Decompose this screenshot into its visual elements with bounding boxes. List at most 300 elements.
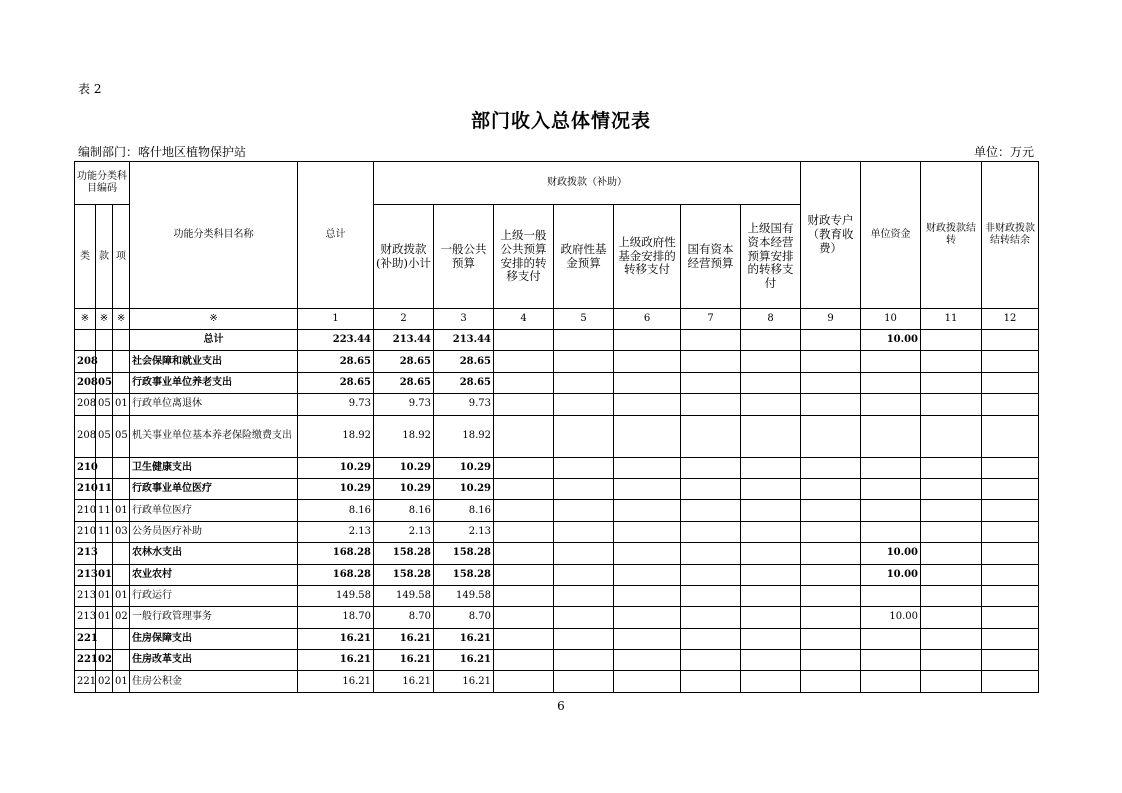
upper-fund-value [614, 457, 681, 478]
carryover-value [921, 585, 982, 606]
fiscal-subtotal-value: 8.16 [374, 500, 434, 521]
gov-fund-value [554, 564, 614, 585]
nonfiscal-value [982, 521, 1039, 542]
col-index: 8 [741, 309, 801, 330]
upper-state-value [741, 607, 801, 628]
header-nonfiscal: 非财政拨款结转结余 [982, 162, 1039, 309]
table-row [75, 650, 1039, 671]
upper-fund-value [614, 351, 681, 372]
special-value [801, 543, 861, 564]
code-kuan: 11 [96, 500, 113, 521]
code-kuan: 11 [96, 521, 113, 542]
upper-general-value [494, 500, 554, 521]
code-kuan: 02 [96, 671, 113, 692]
code-kuan: 01 [96, 585, 113, 606]
fiscal-subtotal-value: 10.29 [374, 478, 434, 499]
nonfiscal-value [982, 628, 1039, 649]
code-xiang [113, 351, 130, 372]
code-xiang [113, 564, 130, 585]
state-capital-value [681, 564, 741, 585]
table-row [75, 372, 1039, 393]
item-name: 行政事业单位养老支出 [130, 372, 298, 393]
fiscal-subtotal-value: 9.73 [374, 394, 434, 415]
upper-fund-value [614, 585, 681, 606]
code-kuan: 02 [96, 650, 113, 671]
gov-fund-value [554, 394, 614, 415]
fiscal-subtotal-value: 149.58 [374, 585, 434, 606]
general-budget-value: 16.21 [434, 671, 494, 692]
nonfiscal-value [982, 585, 1039, 606]
item-name: 总计 [130, 330, 298, 351]
special-value [801, 564, 861, 585]
header-fiscal-subtotal: 财政拨款(补助)小计 [374, 205, 434, 309]
general-budget-value: 158.28 [434, 564, 494, 585]
header-state-capital: 国有资本经营预算 [681, 205, 741, 309]
code-kuan: 01 [96, 607, 113, 628]
special-value [801, 478, 861, 499]
table-row [75, 564, 1039, 585]
state-capital-value [681, 478, 741, 499]
table-row [75, 521, 1039, 542]
fiscal-subtotal-value: 10.29 [374, 457, 434, 478]
item-name: 机关事业单位基本养老保险缴费支出 [130, 415, 298, 457]
upper-fund-value [614, 330, 681, 351]
upper-state-value [741, 585, 801, 606]
header-upper-general: 上级一般公共预算安排的转移支付 [494, 205, 554, 309]
total-value: 16.21 [298, 650, 374, 671]
header-xiang: 项 [113, 205, 130, 309]
state-capital-value [681, 500, 741, 521]
code-kuan: 05 [96, 394, 113, 415]
upper-general-value [494, 330, 554, 351]
mark-cell: ※ [96, 309, 113, 330]
gov-fund-value [554, 372, 614, 393]
table-row [75, 330, 1039, 351]
code-lei: 208 [75, 415, 96, 457]
col-index: 3 [434, 309, 494, 330]
unit-fund-value [861, 415, 921, 457]
upper-state-value [741, 671, 801, 692]
header-gov-fund: 政府性基金预算 [554, 205, 614, 309]
gov-fund-value [554, 671, 614, 692]
upper-fund-value [614, 543, 681, 564]
special-value [801, 671, 861, 692]
header-index-row [75, 309, 1039, 330]
nonfiscal-value [982, 330, 1039, 351]
gov-fund-value [554, 351, 614, 372]
table-row [75, 671, 1039, 692]
state-capital-value [681, 585, 741, 606]
document-title: 部门收入总体情况表 [470, 110, 651, 132]
upper-state-value [741, 500, 801, 521]
col-index: 4 [494, 309, 554, 330]
upper-fund-value [614, 372, 681, 393]
upper-state-value [741, 650, 801, 671]
carryover-value [921, 671, 982, 692]
table-row [75, 351, 1039, 372]
general-budget-value: 149.58 [434, 585, 494, 606]
item-name: 公务员医疗补助 [130, 521, 298, 542]
fiscal-subtotal-value: 2.13 [374, 521, 434, 542]
general-budget-value: 2.13 [434, 521, 494, 542]
code-kuan: 01 [96, 564, 113, 585]
state-capital-value [681, 394, 741, 415]
unit-fund-value [861, 351, 921, 372]
upper-state-value [741, 330, 801, 351]
col-index: 11 [921, 309, 982, 330]
table-row [75, 478, 1039, 499]
upper-fund-value [614, 607, 681, 628]
total-value: 149.58 [298, 585, 374, 606]
upper-general-value [494, 628, 554, 649]
upper-fund-value [614, 500, 681, 521]
upper-general-value [494, 607, 554, 628]
general-budget-value: 28.65 [434, 351, 494, 372]
state-capital-value [681, 628, 741, 649]
code-kuan [96, 330, 113, 351]
code-xiang: 01 [113, 394, 130, 415]
fiscal-subtotal-value: 18.92 [374, 415, 434, 457]
upper-general-value [494, 650, 554, 671]
header-carryover: 财政拨款结转 [921, 162, 982, 309]
code-lei: 208 [75, 372, 96, 393]
nonfiscal-value [982, 564, 1039, 585]
total-value: 168.28 [298, 543, 374, 564]
unit-fund-value [861, 628, 921, 649]
upper-general-value [494, 564, 554, 585]
gov-fund-value [554, 585, 614, 606]
unit-fund-value [861, 585, 921, 606]
nonfiscal-value [982, 650, 1039, 671]
nonfiscal-value [982, 351, 1039, 372]
total-value: 223.44 [298, 330, 374, 351]
table-row [75, 543, 1039, 564]
total-value: 28.65 [298, 351, 374, 372]
code-lei: 221 [75, 671, 96, 692]
state-capital-value [681, 650, 741, 671]
col-index: 12 [982, 309, 1039, 330]
code-kuan [96, 628, 113, 649]
item-name: 住房公积金 [130, 671, 298, 692]
item-name: 农业农村 [130, 564, 298, 585]
code-xiang [113, 543, 130, 564]
unit-fund-value: 10.00 [861, 607, 921, 628]
upper-state-value [741, 478, 801, 499]
header-fiscal: 财政拨款（补助） [374, 162, 801, 205]
carryover-value [921, 351, 982, 372]
header-upper-fund: 上级政府性基金安排的转移支付 [614, 205, 681, 309]
header-kuan: 款 [96, 205, 113, 309]
nonfiscal-value [982, 607, 1039, 628]
header-row-1 [75, 162, 1039, 205]
code-xiang: 03 [113, 521, 130, 542]
carryover-value [921, 500, 982, 521]
total-value: 18.70 [298, 607, 374, 628]
fiscal-subtotal-value: 16.21 [374, 671, 434, 692]
state-capital-value [681, 521, 741, 542]
total-value: 2.13 [298, 521, 374, 542]
upper-general-value [494, 372, 554, 393]
total-value: 16.21 [298, 628, 374, 649]
item-name: 行政单位医疗 [130, 500, 298, 521]
upper-state-value [741, 394, 801, 415]
item-name: 一般行政管理事务 [130, 607, 298, 628]
general-budget-value: 10.29 [434, 478, 494, 499]
item-name: 行政运行 [130, 585, 298, 606]
code-kuan [96, 351, 113, 372]
carryover-value [921, 543, 982, 564]
code-xiang [113, 628, 130, 649]
upper-general-value [494, 478, 554, 499]
general-budget-value: 9.73 [434, 394, 494, 415]
code-xiang: 02 [113, 607, 130, 628]
col-index: 7 [681, 309, 741, 330]
gov-fund-value [554, 415, 614, 457]
code-kuan [96, 543, 113, 564]
code-xiang: 01 [113, 671, 130, 692]
code-lei: 213 [75, 585, 96, 606]
code-xiang [113, 457, 130, 478]
special-value [801, 372, 861, 393]
table-row [75, 607, 1039, 628]
total-value: 16.21 [298, 671, 374, 692]
nonfiscal-value [982, 372, 1039, 393]
upper-fund-value [614, 564, 681, 585]
gov-fund-value [554, 521, 614, 542]
special-value [801, 457, 861, 478]
fiscal-subtotal-value: 16.21 [374, 628, 434, 649]
nonfiscal-value [982, 394, 1039, 415]
code-lei: 221 [75, 650, 96, 671]
code-lei [75, 330, 96, 351]
unit-fund-value: 10.00 [861, 330, 921, 351]
header-func-name: 功能分类科目名称 [130, 162, 298, 309]
mark-cell: ※ [75, 309, 96, 330]
carryover-value [921, 415, 982, 457]
unit-fund-value: 10.00 [861, 543, 921, 564]
general-budget-value: 16.21 [434, 650, 494, 671]
unit-fund-value [861, 650, 921, 671]
page-number: 6 [557, 699, 565, 713]
special-value [801, 521, 861, 542]
code-lei: 210 [75, 478, 96, 499]
upper-fund-value [614, 521, 681, 542]
upper-state-value [741, 372, 801, 393]
fiscal-subtotal-value: 16.21 [374, 650, 434, 671]
table-row [75, 585, 1039, 606]
code-kuan: 05 [96, 415, 113, 457]
special-value [801, 585, 861, 606]
fiscal-subtotal-value: 158.28 [374, 543, 434, 564]
col-index: 1 [298, 309, 374, 330]
gov-fund-value [554, 500, 614, 521]
state-capital-value [681, 543, 741, 564]
gov-fund-value [554, 543, 614, 564]
unit-fund-value: 10.00 [861, 564, 921, 585]
general-budget-value: 18.92 [434, 415, 494, 457]
fiscal-subtotal-value: 28.65 [374, 351, 434, 372]
carryover-value [921, 372, 982, 393]
special-value [801, 330, 861, 351]
table-row [75, 394, 1039, 415]
upper-general-value [494, 671, 554, 692]
item-name: 农林水支出 [130, 543, 298, 564]
code-lei: 210 [75, 457, 96, 478]
code-lei: 210 [75, 500, 96, 521]
col-index: 5 [554, 309, 614, 330]
code-lei: 213 [75, 564, 96, 585]
total-value: 9.73 [298, 394, 374, 415]
upper-fund-value [614, 478, 681, 499]
total-value: 168.28 [298, 564, 374, 585]
carryover-value [921, 394, 982, 415]
code-xiang [113, 478, 130, 499]
item-name: 行政事业单位医疗 [130, 478, 298, 499]
gov-fund-value [554, 478, 614, 499]
special-value [801, 650, 861, 671]
upper-general-value [494, 585, 554, 606]
carryover-value [921, 330, 982, 351]
carryover-value [921, 607, 982, 628]
special-value [801, 351, 861, 372]
upper-fund-value [614, 671, 681, 692]
upper-fund-value [614, 394, 681, 415]
total-value: 10.29 [298, 478, 374, 499]
compiling-department: 编制部门：喀什地区植物保护站 [78, 145, 247, 159]
item-name: 行政单位离退休 [130, 394, 298, 415]
nonfiscal-value [982, 671, 1039, 692]
unit-label: 单位：万元 [973, 145, 1034, 159]
general-budget-value: 213.44 [434, 330, 494, 351]
code-xiang [113, 372, 130, 393]
gov-fund-value [554, 330, 614, 351]
carryover-value [921, 521, 982, 542]
header-special: 财政专户（教育收费） [801, 162, 861, 309]
code-xiang: 01 [113, 500, 130, 521]
nonfiscal-value [982, 500, 1039, 521]
table-number: 表 2 [78, 82, 102, 96]
upper-state-value [741, 543, 801, 564]
item-name: 住房保障支出 [130, 628, 298, 649]
code-lei: 213 [75, 607, 96, 628]
code-kuan: 05 [96, 372, 113, 393]
upper-state-value [741, 351, 801, 372]
code-xiang: 01 [113, 585, 130, 606]
upper-general-value [494, 521, 554, 542]
unit-fund-value [861, 671, 921, 692]
code-lei: 208 [75, 394, 96, 415]
code-xiang [113, 330, 130, 351]
mark-cell: ※ [113, 309, 130, 330]
upper-fund-value [614, 628, 681, 649]
gov-fund-value [554, 628, 614, 649]
upper-general-value [494, 543, 554, 564]
upper-fund-value [614, 650, 681, 671]
upper-state-value [741, 628, 801, 649]
fiscal-subtotal-value: 158.28 [374, 564, 434, 585]
header-func-code: 功能分类科目编码 [75, 162, 130, 205]
header-lei: 类 [75, 205, 96, 309]
gov-fund-value [554, 607, 614, 628]
fiscal-subtotal-value: 28.65 [374, 372, 434, 393]
general-budget-value: 8.70 [434, 607, 494, 628]
table-row [75, 415, 1039, 457]
item-name: 住房改革支出 [130, 650, 298, 671]
code-kuan: 11 [96, 478, 113, 499]
carryover-value [921, 650, 982, 671]
state-capital-value [681, 415, 741, 457]
table-row [75, 628, 1039, 649]
total-value: 8.16 [298, 500, 374, 521]
special-value [801, 607, 861, 628]
gov-fund-value [554, 457, 614, 478]
unit-fund-value [861, 394, 921, 415]
state-capital-value [681, 372, 741, 393]
general-budget-value: 28.65 [434, 372, 494, 393]
unit-fund-value [861, 500, 921, 521]
nonfiscal-value [982, 478, 1039, 499]
fiscal-subtotal-value: 213.44 [374, 330, 434, 351]
general-budget-value: 8.16 [434, 500, 494, 521]
state-capital-value [681, 457, 741, 478]
special-value [801, 394, 861, 415]
special-value [801, 415, 861, 457]
carryover-value [921, 457, 982, 478]
mark-cell: ※ [130, 309, 298, 330]
col-index: 2 [374, 309, 434, 330]
special-value [801, 628, 861, 649]
col-index: 9 [801, 309, 861, 330]
col-index: 6 [614, 309, 681, 330]
general-budget-value: 158.28 [434, 543, 494, 564]
code-kuan [96, 457, 113, 478]
state-capital-value [681, 607, 741, 628]
general-budget-value: 10.29 [434, 457, 494, 478]
header-total: 总计 [298, 162, 374, 309]
income-table [74, 161, 1039, 693]
upper-state-value [741, 415, 801, 457]
state-capital-value [681, 351, 741, 372]
total-value: 18.92 [298, 415, 374, 457]
total-value: 28.65 [298, 372, 374, 393]
code-xiang: 05 [113, 415, 130, 457]
code-lei: 213 [75, 543, 96, 564]
unit-fund-value [861, 457, 921, 478]
gov-fund-value [554, 650, 614, 671]
general-budget-value: 16.21 [434, 628, 494, 649]
code-xiang [113, 650, 130, 671]
unit-fund-value [861, 521, 921, 542]
col-index: 10 [861, 309, 921, 330]
upper-general-value [494, 394, 554, 415]
table-row [75, 457, 1039, 478]
upper-general-value [494, 457, 554, 478]
nonfiscal-value [982, 543, 1039, 564]
upper-general-value [494, 351, 554, 372]
total-value: 10.29 [298, 457, 374, 478]
upper-state-value [741, 564, 801, 585]
code-lei: 221 [75, 628, 96, 649]
nonfiscal-value [982, 415, 1039, 457]
upper-fund-value [614, 415, 681, 457]
special-value [801, 500, 861, 521]
item-name: 社会保障和就业支出 [130, 351, 298, 372]
upper-state-value [741, 521, 801, 542]
table-row [75, 500, 1039, 521]
data-rows [75, 330, 1039, 693]
state-capital-value [681, 671, 741, 692]
nonfiscal-value [982, 457, 1039, 478]
